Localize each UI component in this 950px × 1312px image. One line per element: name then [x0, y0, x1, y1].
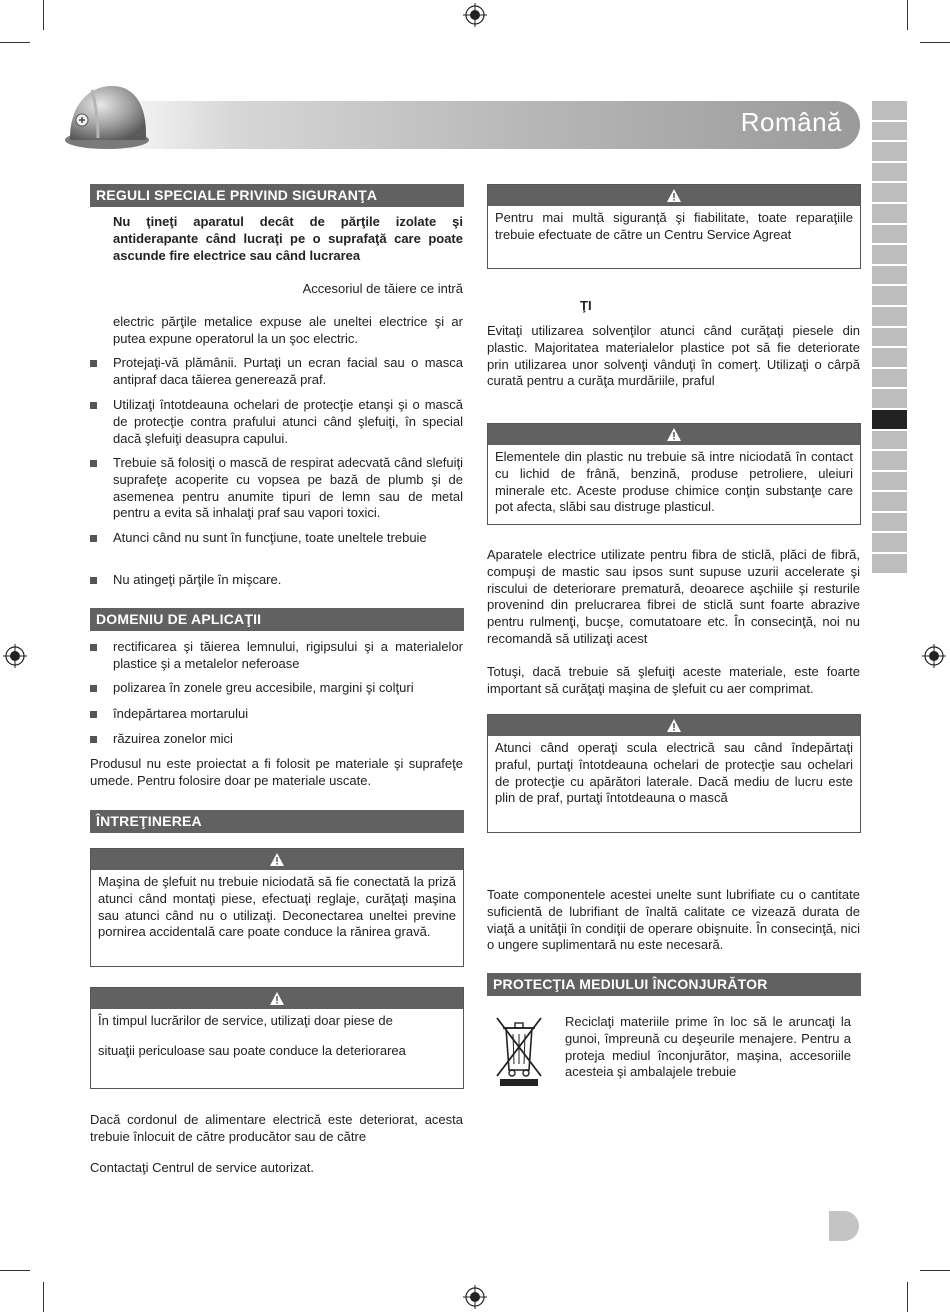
tab-marker	[872, 266, 907, 285]
warning-triangle-icon	[666, 188, 682, 203]
application-item-text: polizarea în zonele greu accesibile, margini şi colţuri	[113, 680, 414, 695]
application-item	[113, 639, 463, 673]
application-item	[113, 706, 463, 723]
tab-marker	[872, 348, 907, 367]
application-item-text: îndepărtarea mortarului	[113, 706, 249, 721]
section-title-safety: REGULI SPECIALE PRIVIND SIGURANŢA	[90, 184, 464, 207]
lubrication-text: Toate componentele acestei unelte sunt lubrifiate cu o cantitate suficientă de lubrifiant de înaltă calitate ce vizează durata de viaţă a unităţii în condiţii de operare obişnuite. În consecinţă, nici o ungere suplimentară nu este necesară.	[487, 887, 860, 953]
crop-mark	[920, 1270, 950, 1271]
safety-bullet-text: Nu atingeţi părţile în mişcare.	[113, 572, 282, 587]
warning-header	[91, 849, 463, 870]
fiberglass-text: Aparatele electrice utilizate pentru fibra de sticlă, plăci de fibră, compuşi de mastic sau ipsos sunt supuse uzurii accelerate şi riscului de deteriorare prematură, deoarece aşchiile şi resturile provenind din prelucrarea fibrei de sticlă sunt foarte abrazive pentru rulmenţi, bucşe, comutatoare etc. În consecinţă, noi nu recomandă să utilizaţi acest	[487, 547, 860, 646]
bullet-square	[90, 360, 97, 367]
tab-marker	[872, 431, 907, 450]
warning-text-line: situaţii periculoase sau poate conduce la deteriorarea	[98, 1042, 406, 1058]
warning-text: Elementele din plastic nu trebuie să intre niciodată în contact cu lichid de frână, benzină, produse petroliere, uleiuri minerale etc. Aceste produse chimice conţin substanţe care pot afecta, slăbi sau distruge plasticul.	[495, 449, 853, 515]
safety-bullet-text: Utilizaţi întotdeauna ochelari de protecţie etanşi şi o mască de protecţie contra prafului atunci când şlefuiţi, în special dacă şlefuiţi deasupra capului.	[113, 397, 463, 446]
warning-text-line: În timpul lucrărilor de service, utilizaţi doar piese de	[98, 1013, 393, 1028]
crop-mark	[0, 42, 30, 43]
bullet-square	[90, 577, 97, 584]
section-tabs	[872, 101, 907, 575]
safety-bullet	[113, 572, 463, 589]
warning-text: Maşina de şlefuit nu trebuie niciodată să fie conectată la priză atunci când montaţi piese, efectuaţi reglaje, curăţaţi maşina sau atunci când nu o utilizaţi. Deconectarea uneltei previne pornirea accidentală care poate conduce la rănirea gravă.	[98, 874, 456, 940]
warning-box	[90, 987, 464, 1089]
tab-marker	[872, 533, 907, 552]
safety-bullet-text: Atunci când nu sunt în funcţiune, toate uneltele trebuie	[113, 530, 427, 545]
warning-text: Pentru mai multă siguranţă şi fiabilitate, toate reparaţiile trebuie efectuate de către un Centru Service Agreat	[495, 210, 853, 242]
tab-marker	[872, 225, 907, 244]
application-item	[113, 680, 463, 697]
safety-fragment: Accesoriul de tăiere ce intră	[302, 281, 463, 296]
bullet-square	[90, 460, 97, 467]
tab-marker	[872, 369, 907, 388]
application-item-text: răzuirea zonelor mici	[113, 731, 233, 746]
tab-marker	[872, 101, 907, 120]
safety-bullet	[113, 455, 463, 522]
crop-mark	[43, 0, 44, 30]
crop-mark	[43, 1282, 44, 1312]
safety-bullet-text: Trebuie să folosiţi o mască de respirat adecvată când slefuiţi suprafeţe acoperite cu vopsea pe bază de plumb şi de asemenea pentru anumite tipuri de lemn sau de metal pentru a evita să inhalaţi praf sau vapori toxici.	[113, 455, 463, 521]
warning-triangle-icon	[269, 991, 285, 1006]
bullet-square	[90, 711, 97, 718]
section-title-environment: PROTECŢIA MEDIULUI ÎNCONJURĂTOR	[487, 973, 861, 996]
warning-triangle-icon	[269, 852, 285, 867]
warning-header	[91, 988, 463, 1009]
environment-text: Reciclaţi materiile prime în loc să le aruncaţi la gunoi, împreună cu deşeurile menajere. Pentru a proteja mediul înconjurător, maşina, accesoriile acesteia şi ambalajele trebuie	[565, 1014, 851, 1080]
tab-marker	[872, 286, 907, 305]
section-title-application: DOMENIU DE APLICAŢII	[90, 608, 464, 631]
safety-bullet	[113, 355, 463, 389]
warning-box	[487, 714, 861, 833]
tab-marker	[872, 472, 907, 491]
warning-text: Atunci când operaţi scula electrică sau când îndepărtaţi praful, purtaţi întotdeauna ochelari de protecţie sau ochelari de protecţie cu apărători laterale. Dacă mediu de lucru este plin de praf, purtaţi întotdeauna o mască	[495, 740, 853, 806]
safety-bullet-text: Protejaţi-vă plămânii. Purtaţi un ecran facial sau o masca antipraf daca tăierea generează praf.	[113, 355, 463, 387]
warning-header	[488, 715, 860, 736]
bullet-square	[90, 644, 97, 651]
bullet-square	[90, 535, 97, 542]
bullet-square	[90, 685, 97, 692]
section-title-maintenance: ÎNTREŢINEREA	[90, 810, 464, 833]
tab-marker	[872, 245, 907, 264]
tab-marker	[872, 328, 907, 347]
application-note: Produsul nu este proiectat a fi folosit pe materiale şi suprafeţe umede. Pentru folosire doar pe materiale uscate.	[90, 756, 463, 788]
warning-header	[488, 424, 860, 445]
cord-text: Dacă cordonul de alimentare electrică este deteriorat, acesta trebuie înlocuit de către producător sau de către	[90, 1112, 463, 1144]
tab-marker	[872, 307, 907, 326]
tab-marker	[872, 122, 907, 141]
crossed-bin-icon	[493, 1014, 545, 1088]
registration-mark-icon	[463, 1285, 487, 1309]
application-item-text: rectificarea şi tăierea lemnului, rigipsului şi a materialelor plastice şi a metalelor neferoase	[113, 639, 463, 671]
crop-mark	[0, 1270, 30, 1271]
tab-marker	[872, 513, 907, 532]
tab-marker	[872, 183, 907, 202]
tab-marker	[872, 492, 907, 511]
language-header-bar	[95, 101, 860, 149]
tab-marker-active	[872, 410, 907, 429]
crop-mark	[907, 0, 908, 30]
tab-marker	[872, 163, 907, 182]
warning-box	[487, 423, 861, 525]
registration-mark-icon	[463, 3, 487, 27]
warning-triangle-icon	[666, 427, 682, 442]
page-number-tab	[829, 1211, 859, 1241]
safety-bullet	[113, 214, 463, 265]
warning-box	[487, 184, 861, 269]
tab-marker	[872, 204, 907, 223]
contact-text: Contactaţi Centrul de service autorizat.	[90, 1160, 314, 1175]
bullet-square	[90, 402, 97, 409]
registration-mark-icon	[922, 644, 946, 668]
application-item	[113, 731, 463, 748]
tab-marker	[872, 554, 907, 573]
tab-marker	[872, 451, 907, 470]
tab-marker	[872, 142, 907, 161]
helmet-icon	[62, 76, 152, 152]
safety-bullet	[113, 397, 463, 447]
crop-mark	[920, 42, 950, 43]
warning-header	[488, 185, 860, 206]
safety-continuation: electric părţile metalice expuse ale uneltei electrice şi ar putea expune operatorul la un şoc electric.	[113, 314, 463, 346]
safety-bullet	[113, 530, 463, 547]
warning-triangle-icon	[666, 718, 682, 733]
tab-marker	[872, 389, 907, 408]
bullet-square	[90, 736, 97, 743]
warning-box	[90, 848, 464, 967]
heading-fragment: ŢI	[580, 298, 592, 313]
safety-bullet-text: Nu ţineţi aparatul decât de părţile izolate şi antiderapante când lucraţi pe o suprafaţă care poate ascunde fire electrice sau când lucrarea	[113, 214, 463, 263]
crop-mark	[907, 1282, 908, 1312]
language-title: Română	[740, 107, 842, 137]
compressed-air-text: Totuşi, dacă trebuie să şlefuiţi aceste materiale, este foarte important să curăţaţi maşina de şlefuit cu aer comprimat.	[487, 664, 860, 696]
solvents-text: Evitaţi utilizarea solvenţilor atunci când curăţaţi piesele din plastic. Majoritatea materialelor plastice pot să fie deteriorate prin utilizarea unor solvenţi vânduţi în comerţ. Utilizaţi o cârpă curată pentru a curăţa murdăriile, praful	[487, 323, 860, 389]
registration-mark-icon	[3, 644, 27, 668]
